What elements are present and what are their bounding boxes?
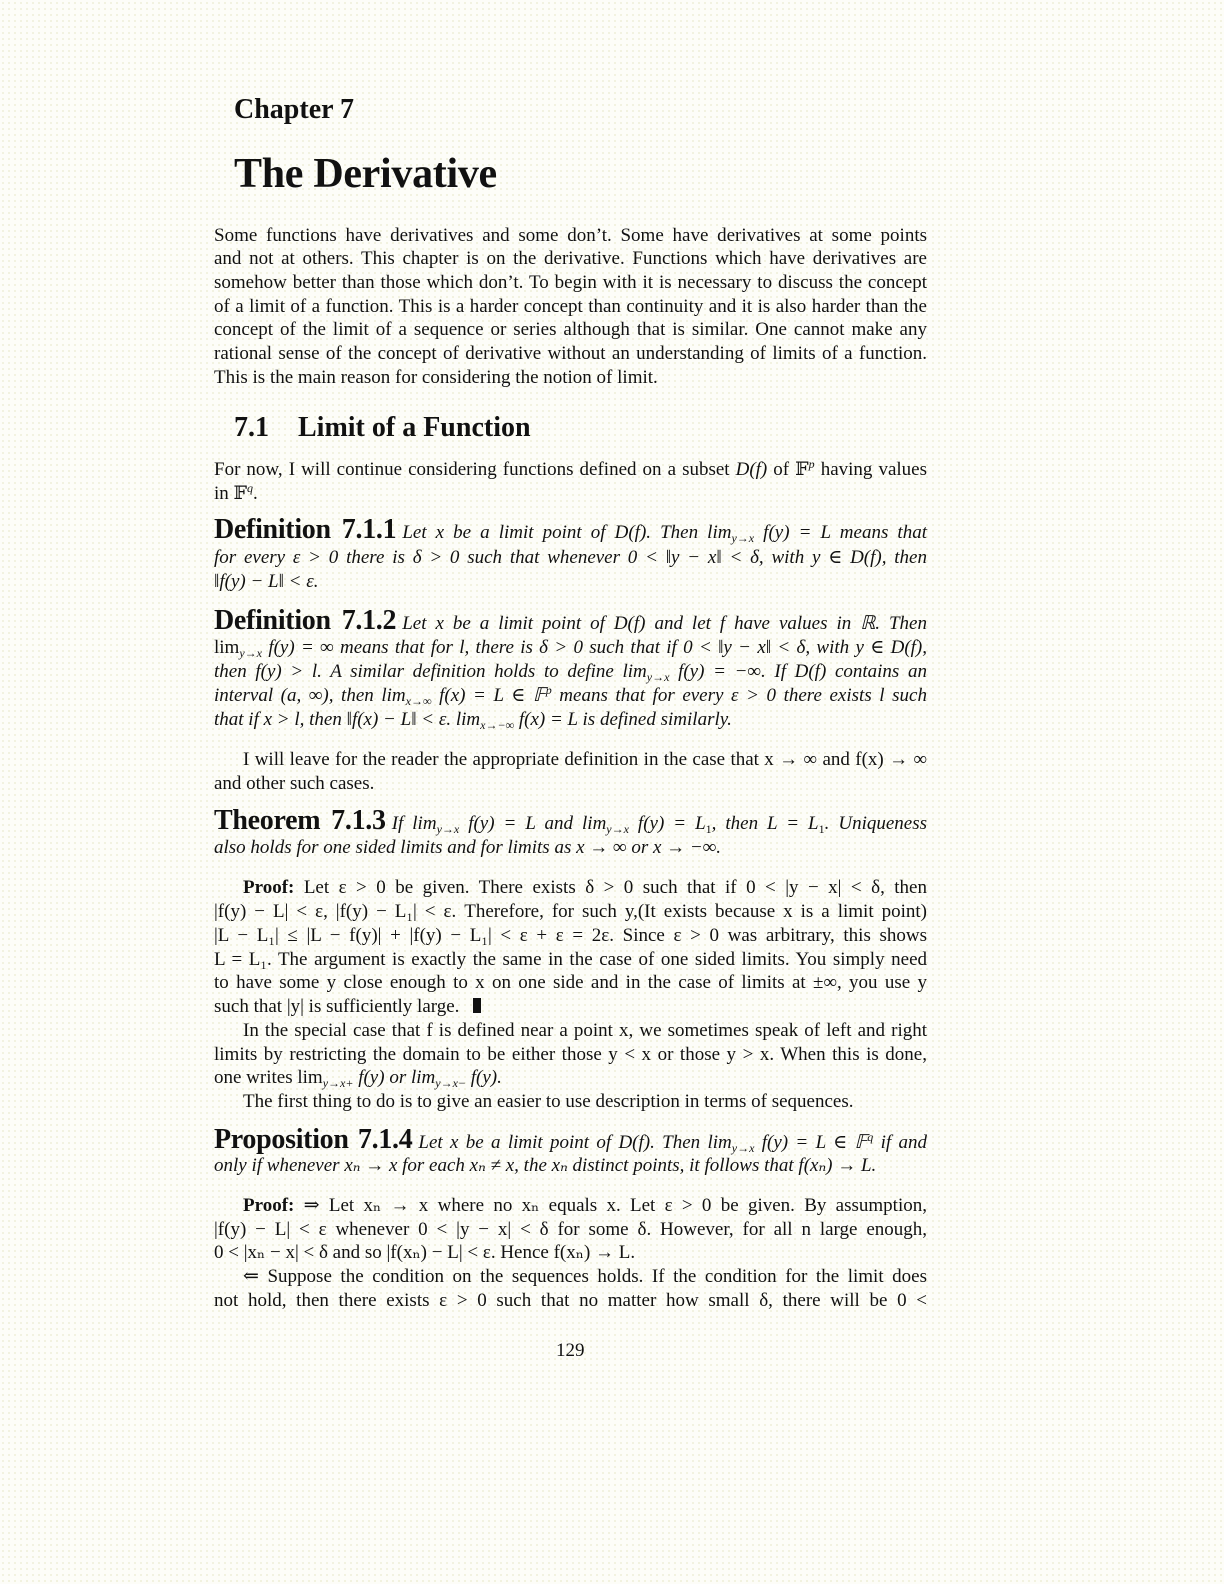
definition-line: interval (a, ∞), then $\lim_{x\to\infty} f(x) = L$ ∈ 𝔽$^p$ means that for every ε > 0 there exists l such xyxy=(214,683,927,708)
theorem-line: also holds for one sided limits and for limits as x → ∞ or x → −∞. xyxy=(214,837,722,858)
text-line: Some functions have derivatives and some don’t. Some have derivatives at some points xyxy=(214,225,927,246)
text-line: concept of the limit of a sequence or series although that is similar. One cannot make any xyxy=(214,319,927,340)
text-line: and other such cases. xyxy=(214,773,375,794)
chapter-label: Chapter 7 xyxy=(234,94,355,125)
definition-line: that if x > l, then ‖f(x) − L‖ < ε. $\lim_{x\to-\infty} f(x) = L$ is defined similarly. xyxy=(214,709,732,732)
definition-line: Definition 7.1.1 Let x be a limit point of D(f). Then $\lim_{y\to x} f(y) = L$ means that xyxy=(214,514,927,545)
proof-line: L = L₁. The argument is exactly the same in the case of one sided limits. You simply need xyxy=(214,949,927,970)
proof-line: Proof: ⇒ Let xₙ → x where no xₙ equals x. Let ε > 0 be given. By assumption, xyxy=(243,1195,927,1216)
text-line: and not at others. This chapter is on the derivative. Functions which have derivatives are xyxy=(214,248,927,269)
proof-line: Proof: Let ε > 0 be given. There exists δ > 0 such that if 0 < |y − x| < δ, then xyxy=(243,877,927,898)
text-line: rational sense of the concept of derivative without an understanding of limits of a function. xyxy=(214,343,927,364)
definition-line: then f(y) > l. A similar definition holds to define $\lim_{y\to x} f(y)$ = −∞. If D(f) contains an xyxy=(214,661,927,684)
definition-line: for every ε > 0 there is δ > 0 such that whenever 0 < ‖y − x‖ < δ, with y ∈ D(f), then xyxy=(214,547,927,568)
proof-line: such that |y| is sufficiently large. xyxy=(214,995,927,1019)
definition-line: Definition 7.1.2 Let x be a limit point of D(f) and let f have values in ℝ. Then xyxy=(214,605,927,636)
theorem-line: Theorem 7.1.3 If $\lim_{y\to x} f(y) = L$ and $\lim_{y\to x} f(y) = L_1$, then $L = L_1$. Uniqueness xyxy=(214,805,928,836)
proof-line: |f(y) − L| < ε, |f(y) − L₁| < ε. Therefore, for such y,(It exists because x is a limit point) xyxy=(214,901,927,922)
section-number: 7.1 xyxy=(234,412,269,443)
qed-icon xyxy=(473,998,481,1013)
chapter-title: The Derivative xyxy=(234,151,497,197)
proof-line: to have some y close enough to x on one side and in the case of limits at ±∞, you use y xyxy=(214,972,927,993)
proof-line: |f(y) − L| < ε whenever 0 < |y − x| < δ for some δ. However, for all n large enough, xyxy=(214,1219,927,1240)
proof-line: ⇐ Suppose the condition on the sequences holds. If the condition for the limit does xyxy=(243,1266,927,1287)
text-line: limits by restricting the domain to be either those y < x or those y > x. When this is done, xyxy=(214,1044,927,1065)
proof-label: Proof: xyxy=(243,1195,295,1216)
proof-label: Proof: xyxy=(243,877,295,898)
definition-heading: Definition 7.1.2 xyxy=(214,605,397,636)
text-line: This is the main reason for considering the notion of limit. xyxy=(214,367,658,388)
text-line: one writes $\lim_{y\to x+} f(y)$ or $\lim_{y\to x-} f(y)$. xyxy=(214,1067,502,1090)
text-line: I will leave for the reader the appropriate definition in the case that x → ∞ and f(x) → ∞ xyxy=(243,749,927,770)
page-number: 129 xyxy=(556,1340,585,1361)
proposition-line: only if whenever xₙ → x for each xₙ ≠ x, the xₙ distinct points, it follows that f(xₙ) → L. xyxy=(214,1155,877,1176)
section-title: Limit of a Function xyxy=(298,412,531,443)
text-line: of a limit of a function. This is a harder concept than continuity and it is also harder than the xyxy=(214,296,927,317)
proof-line: |L − L₁| ≤ |L − f(y)| + |f(y) − L₁| < ε + ε = 2ε. Since ε > 0 was arbitrary, this shows xyxy=(214,925,927,946)
proof-line: 0 < |xₙ − x| < δ and so |f(xₙ) − L| < ε. Hence f(xₙ) → L. xyxy=(214,1242,636,1263)
section-heading xyxy=(234,412,531,444)
definition-line: $\lim_{y\to x} f(y)$ = ∞ means that for l, there is δ > 0 such that if 0 < ‖y − x‖ < δ, with y ∈ D(f), xyxy=(214,637,927,660)
section-intro-line: For now, I will continue considering functions defined on a subset D(f) of 𝔽$^p$ having values xyxy=(214,457,927,480)
text-line: somehow better than those which don’t. To begin with it is necessary to discuss the concept xyxy=(214,272,927,293)
definition-line: ‖f(y) − L‖ < ε. xyxy=(214,571,319,592)
text-line: The first thing to do is to give an easier to use description in terms of sequences. xyxy=(243,1091,854,1112)
proposition-line: Proposition 7.1.4 Let x be a limit point of D(f). Then $\lim_{y\to x} f(y) = L$ ∈ 𝔽$^q$ if and xyxy=(214,1124,927,1155)
theorem-heading: Theorem 7.1.3 xyxy=(214,805,386,836)
proof-line: not hold, then there exists ε > 0 such that no matter how small δ, there will be 0 < xyxy=(214,1290,927,1311)
section-intro-line: in 𝔽$^q$. xyxy=(214,481,258,504)
text-line: In the special case that f is defined near a point x, we sometimes speak of left and right xyxy=(243,1020,927,1041)
proposition-heading: Proposition 7.1.4 xyxy=(214,1124,413,1155)
definition-heading: Definition 7.1.1 xyxy=(214,514,397,545)
